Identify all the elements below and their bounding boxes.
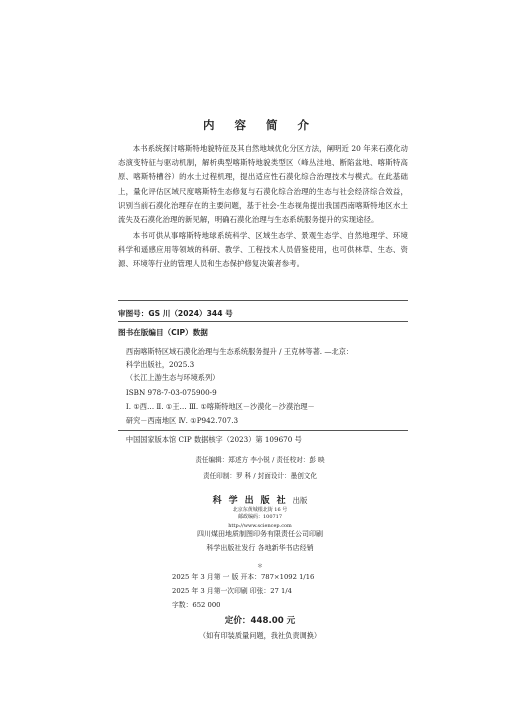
cip-heading: 图书在版编目（CIP）数据 (118, 328, 208, 337)
cip-line: 研究－西南地区 Ⅳ. ①P942.707.3 (125, 416, 239, 425)
publisher-suffix: 出版 (292, 496, 308, 505)
cip-record-number: 中国国家版本馆 CIP 数据核字（2023）第 109670 号 (125, 435, 302, 444)
cip-line: 科学出版社，2025.3 (125, 360, 195, 369)
review-number: 审图号：GS 川（2024）344 号 (118, 309, 233, 318)
distributor-line: 科学出版社发行 各地新华书店经销 (206, 544, 314, 552)
page-title: 内 容 简 介 (202, 118, 317, 132)
edition-line-1: 2025 年 3 月第 一 版 开本：787×1092 1/16 (172, 573, 315, 581)
publisher-name (0, 493, 520, 506)
publisher-address: 北京东黄城根北街 16 号 (232, 507, 288, 513)
separator-star: ＊ (256, 563, 263, 570)
edition-line-2: 2025 年 3 月第一次印刷 印张：27 1/4 (172, 587, 292, 595)
cip-line: 西南喀斯特区域石漠化治理与生态系统服务提升 / 王克林等著. —北京： (125, 347, 354, 356)
printer-line: 四川煤田地质制图印务有限责任公司印刷 (197, 530, 323, 538)
edition-line-3: 字数：652 000 (172, 601, 221, 609)
publisher-title: 科学出版社 (212, 496, 293, 506)
credits-line-1: 责任编辑：郑述方 李小锐 / 责任校对：彭 映 (195, 456, 325, 464)
price: 定价：448.00 元 (224, 616, 296, 626)
cip-line: Ⅰ. ①西… Ⅱ. ①王… Ⅲ. ①喀斯特地区－沙漠化－沙漠治理－ (125, 402, 315, 411)
cip-line: ISBN 978-7-03-075900-9 (125, 388, 217, 397)
quality-notice: （如有印装质量问题，我社负责调换） (198, 631, 322, 640)
publisher-url: http://www.sciencep.com (228, 523, 292, 529)
intro-paragraph-2: 本书可供从事喀斯特地球系统科学、区域生态学、景观生态学、自然地理学、环境科学和遥感应用等领域的科研、教学、工程技术人员借鉴使用，也可供林草、生态、资源、环境等行业的管理人员和生态保护修复决策者参考。 (118, 231, 408, 269)
divider-bottom (118, 430, 408, 431)
cip-line: （长江上游生态与环境系列） (125, 373, 220, 382)
intro-paragraph-1: 本书系统探讨喀斯特地貌特征及其自然地域优化分区方法，阐明近 20 年来石漠化动态演变特征与驱动机制，解析典型喀斯特地貌类型区（峰丛洼地、断陷盆地、喀斯特高原、喀斯特槽谷）的水土过程机理，提出适应性石漠化综合治理技术与模式。在此基础上，量化评估区域尺度喀斯特生态修复与石漠化综合治理的生态与社会经济综合效益，识别当前石漠化治理存在的主要问题，基于社会-生态视角提出我国西南喀斯特地区水土流失及石漠化治理的新见解，明确石漠化治理与生态系统服务提升的实现途径。 (118, 144, 408, 225)
divider-middle (118, 321, 408, 322)
credits-line-2: 责任印制：罗 科 / 封面设计：墨创文化 (202, 472, 317, 480)
publisher-postcode: 邮政编码：100717 (237, 514, 283, 520)
divider-top (118, 300, 408, 301)
